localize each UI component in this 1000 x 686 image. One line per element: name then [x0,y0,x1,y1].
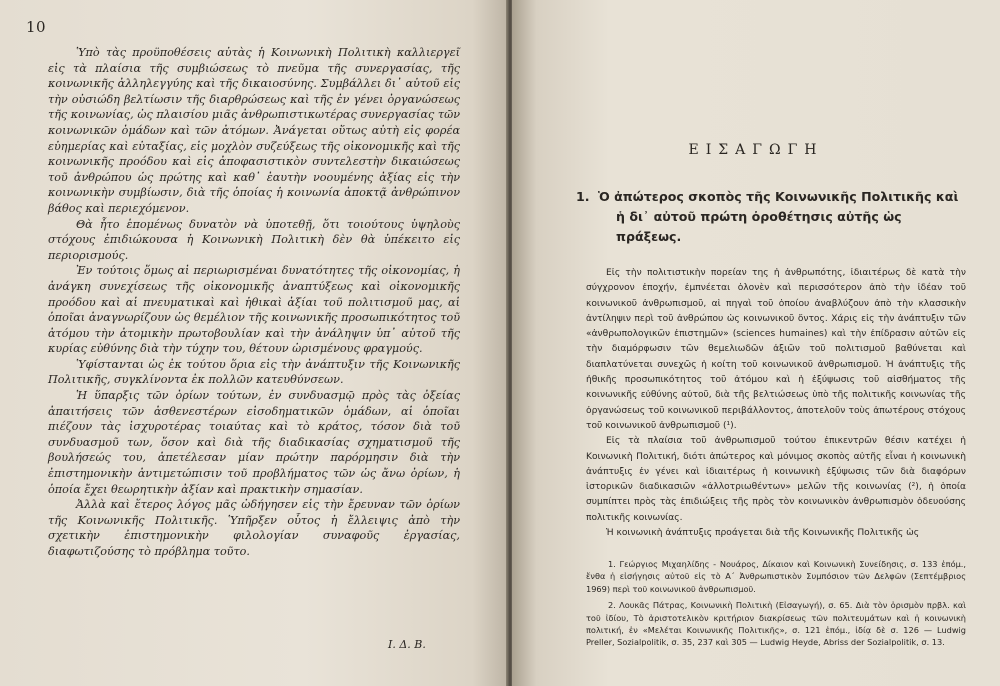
paragraph: Θὰ ἦτο ἑπομένως δυνατὸν νὰ ὑποτεθῇ, ὅτι τοιούτους ὑψηλοὺς στόχους ἐπιδιώκουσα ἡ Κοινωνικὴ Πολιτικὴ δὲν θὰ ὑπέκειτο εἰς περιορισμούς. [48,217,460,262]
paragraph: Εἰς τὴν πολιτιστικὴν πορείαν της ἡ ἀνθρωπότης, ἰδιαιτέρως δὲ κατὰ τὴν σύγχρονον ἐποχήν, ἐμπνέεται ὁλονὲν καὶ περισσότερον ἀπὸ τὴν ἰδέαν τοῦ κοινωνικοῦ ἀνθρωπισμοῦ, αἱ πηγαὶ τοῦ ὁποίου ἀναβλύζουν ἀπὸ τὴν κλασσικὴν ἀντίληψιν περὶ τοῦ ἀνθρώπου ὡς κοινωνικοῦ ὄντος. Χάρις εἰς τὴν ἀνάπτυξιν τῶν «ἀνθρωπολογικῶν ἐπιστημῶν» (sciences humaines) καὶ τὴν ἐπίδρασιν αὐτῶν εἰς τὴν διαμόρφωσιν τῶν θεμελιωδῶν ἀξιῶν τοῦ πολιτισμοῦ βαθύνεται καὶ διαπλατύνεται συνεχῶς ἡ κοίτη τοῦ κοινωνικοῦ ἀνθρωπισμοῦ. Ἡ ἀνάπτυξις τῆς ἠθικῆς προσωπικότητος τοῦ ἀτόμου καὶ ἡ ἐξύψωσις τοῦ αἰσθήματος τῆς κοινωνικῆς εὐθύνης αὐτοῦ, διὰ τῆς βελτιώσεως ὑπὸ τῆς πολιτικῆς κοινωνίας τῆς ὀργανώσεως τοῦ κοινωνικοῦ περιβάλλοντος, ἀποτελοῦν τοὺς ἀπωτέρους στόχους τοῦ κοινωνικοῦ ἀνθρωπισμοῦ (¹). [586,268,966,431]
paragraph: Εἰς τὰ πλαίσια τοῦ ἀνθρωπισμοῦ τούτου ἐπικεντρῶν θέσιν κατέχει ἡ Κοινωνικὴ Πολιτική, διότι ἀπώτερος καὶ μόνιμος σκοπὸς αὐτῆς εἶναι ἡ κοινωνικὴ ἀνάπτυξις ἐν γένει καὶ ἰδιαιτέρως ἡ κοινωνικὴ ἐξύψωσις τῶν διὰ διαφόρων ἱστορικῶν διαδικασιῶν «ἀλλοτριωθέντων» μελῶν τῆς κοινωνίας (²), ἡ ὁποία συμπίπτει πρὸς τὰς ἐπιδιώξεις τῆς πρὸς τὸν κοινωνικὸν ἀνθρωπισμὸν ὁδευούσης πολιτικῆς κοινωνίας. [586,436,966,523]
section-number: 1. [576,189,590,204]
paragraph: Ὑφίστανται ὡς ἐκ τούτου ὅρια εἰς τὴν ἀνάπτυξιν τῆς Κοινωνικῆς Πολιτικῆς, συγκλίνοντα ἐκ πολλῶν κατευθύνσεων. [48,357,460,387]
section-title [576,187,962,247]
footnotes [586,558,966,653]
right-page-body [586,266,966,541]
paragraph: Ἡ κοινωνικὴ ἀνάπτυξις προάγεται διὰ τῆς Κοινωνικῆς Πολιτικῆς ὡς [606,528,920,539]
footnote: 1. Γεώργιος Μιχαηλίδης - Νουάρος, Δίκαιον καὶ Κοινωνικὴ Συνείδησις, σ. 133 ἑπόμ., ἔνθα ἡ εἰσήγησις αὐτοῦ εἰς τὸ Α΄ Ἀνθρωπιστικὸν Συμπόσιον τῶν Δελφῶν (Σεπτέμβριος 1969) περὶ τοῦ κοινωνικοῦ ἀνθρωπισμοῦ. [586,559,966,594]
author-initials: Ι. Δ. Β. [388,638,426,651]
chapter-heading: ΕΙΣΑΓΩΓΗ [688,142,824,158]
section-title-line-2: ἡ δι᾿ αὐτοῦ πρώτη ὀροθέτησις αὐτῆς ὡς πράξεως. [616,209,902,244]
page-number: 10 [26,18,47,36]
footnote: 2. Λουκᾶς Πάτρας, Κοινωνικὴ Πολιτικὴ (Εἰσαγωγή), σ. 65. Διὰ τὸν ὁρισμὸν πρβλ. καὶ τοῦ ἰδίου, Τὸ ἀριστοτελικὸν κριτήριον διακρίσεως τῶν πολιτευμάτων καὶ ἡ κοινωνικὴ πολιτική, ἐν «Μελέται Κοινωνικῆς Πολιτικῆς», σ. 121 ἑπόμ., ἰδίᾳ δὲ σ. 126 — Ludwig Preller, Sozialpolitik, σ. 35, 237 καὶ 305 — Ludwig Heyde, Abriss der Sozialpolitik, σ. 13. [586,600,966,648]
section-title-line-1: Ὁ ἀπώτερος σκοπὸς τῆς Κοινωνικῆς Πολιτικῆς καὶ [598,189,959,204]
paragraph: Ἡ ὕπαρξις τῶν ὁρίων τούτων, ἐν συνδυασμῷ πρὸς τὰς ὀξείας ἀπαιτήσεις τῶν ἀσθενεστέρων εἰσοδηματικῶν ὁμάδων, αἱ ὁποῖαι πιέζουν τὰς ἰσχυροτέρας τοιαύτας καὶ τὸ κράτος, τόσον διὰ τοῦ συνδυασμοῦ των, ὅσον καὶ διὰ τῆς διαδικασίας σχηματισμοῦ τῆς βουλήσεώς του, ἀπετέλεσαν μίαν πρώτην παρόρμησιν διὰ τὴν ἐπιστημονικὴν ἀντιμετώπισιν τοῦ προβλήματος τῶν ὡς ἄνω ὁρίων, ἡ ὁποία ἔχει θεωρητικὴν ἀξίαν καὶ πρακτικὴν σημασίαν. [48,389,460,496]
paragraph: Ἐν τούτοις ὅμως αἱ περιωρισμέναι δυνατότητες τῆς οἰκονομίας, ἡ ἀνάγκη συνεχίσεως τῆς οἰκονομικῆς ἀναπτύξεως καὶ οἰκονομικῆς προόδου καὶ αἱ πνευματικαὶ καὶ ἠθικαὶ ἀξίαι τοῦ πολιτισμοῦ μας, αἱ ὁποῖαι ἀναγνωρίζουν ὡς θεμέλιον τῆς κοινωνικῆς προσωπικότητος τοῦ ἀτόμου τὴν ἀτομικὴν πρωτοβουλίαν καὶ τὴν ἀνάληψιν ὑπ᾿ αὐτοῦ τῆς κυρίας εὐθύνης διὰ τὴν τύχην του, θέτουν ὡρισμένους φραγμούς. [48,264,460,356]
left-page-body [48,45,460,560]
right-page [512,0,1000,686]
paragraph: Ὑπὸ τὰς προϋποθέσεις αὐτὰς ἡ Κοινωνικὴ Πολιτικὴ καλλιεργεῖ εἰς τὰ πλαίσια τῆς συμβιώσεως τὸ πνεῦμα τῆς συνεργασίας, τῆς κοινωνικῆς ἀλληλεγγύης καὶ τῆς δικαιοσύνης. Συμβάλλει δι᾿ αὐτοῦ εἰς τὴν οὐσιώδη βελτίωσιν τῆς διαρθρώσεως καὶ τῆς ἐν γένει ὀργανώσεως τῆς κοινωνίας, ὡς πλαισίου μιᾶς ἀνθρωπιστικωτέρας συνεργασίας τῶν κοινωνικῶν ὁμάδων καὶ τῶν ἀτόμων. Ἀνάγεται οὕτως αὐτὴ εἰς φορέα εὐημερίας καὶ εὐταξίας, εἰς μοχλὸν συζεύξεως τῆς οἰκονομικῆς καὶ τῆς κοινωνικῆς προόδου καὶ εἰς ἀποφασιστικὸν συντελεστὴν δικαιώσεως τοῦ ἀνθρώπου ὡς πρώτης καὶ καθ᾿ ἑαυτὴν νοουμένης ἀξίας εἰς τὴν κοινωνικὴν συμβίωσιν, διὰ τῆς ὁποίας ἡ κοινωνία ἀποκτᾷ ἀνθρώπινον βάθος καὶ περιεχόμενον. [48,46,460,215]
paragraph: Ἀλλὰ καὶ ἕτερος λόγος μᾶς ὡδήγησεν εἰς τὴν ἔρευναν τῶν ὁρίων τῆς Κοινωνικῆς Πολιτικῆς. Ὑπῆρξεν οὗτος ἡ ἔλλειψις ἀπὸ τὴν σχετικὴν ἐπιστημονικὴν φιλολογίαν συναφοῦς ἐργασίας, διαφωτιζούσης τὸ πρόβλημα τοῦτο. [48,498,460,558]
